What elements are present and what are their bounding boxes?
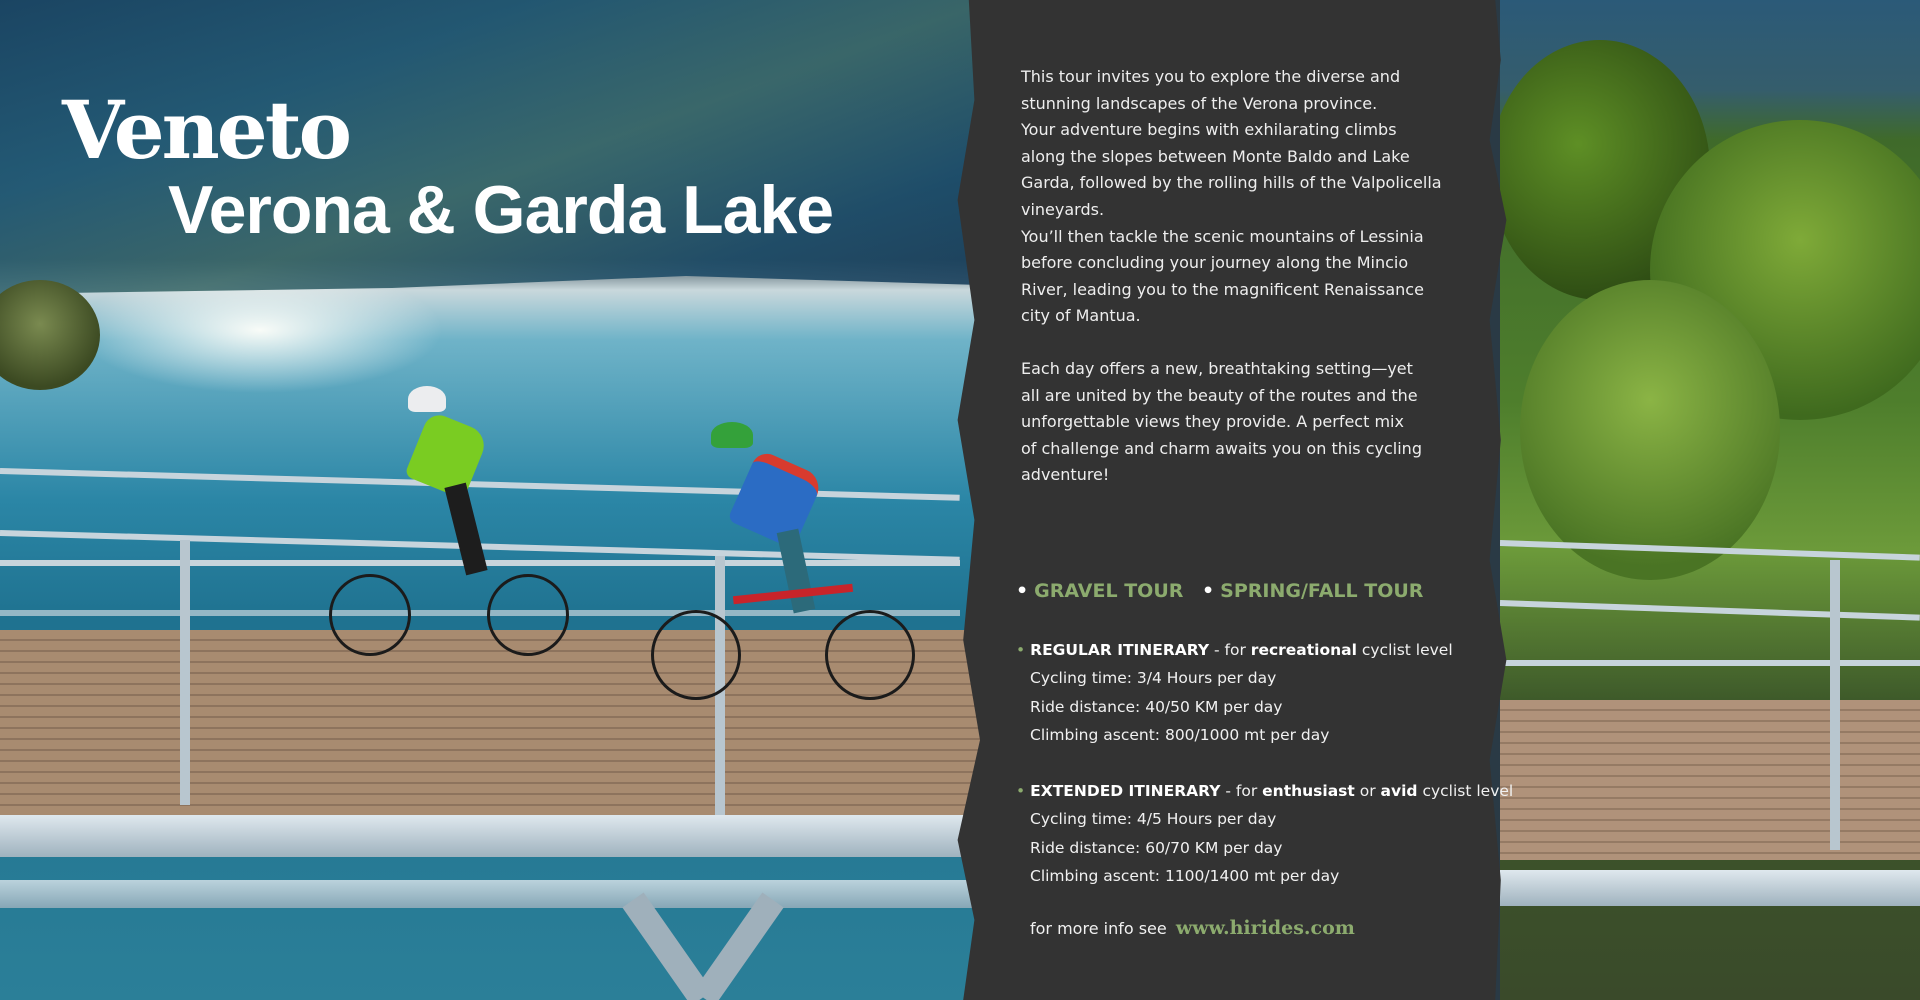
itinerary-regular <box>1016 636 1453 749</box>
itinerary-extended <box>1016 777 1513 890</box>
bridge-beam <box>0 880 980 908</box>
itinerary-name: EXTENDED ITINERARY <box>1030 782 1221 800</box>
bridge-rail <box>0 610 960 616</box>
climbing-ascent: Climbing ascent: 1100/1400 mt per day <box>1030 866 1340 885</box>
description-line: along the slopes between Monte Baldo and Lake <box>1021 146 1410 166</box>
description-line: city of Mantua. <box>1021 306 1141 326</box>
cycling-time: Cycling time: 4/5 Hours per day <box>1030 810 1277 829</box>
climbing-ascent: Climbing ascent: 800/1000 mt per day <box>1030 725 1330 744</box>
description-line: unforgettable views they provide. A perfect mix <box>1021 412 1404 432</box>
description-line: You’ll then tackle the scenic mountains of Lessinia <box>1021 226 1424 246</box>
level-term: avid <box>1380 782 1418 800</box>
level-prefix: - for <box>1209 641 1251 659</box>
tag-gravel: GRAVEL TOUR <box>1034 580 1184 602</box>
itinerary-header <box>1016 636 1453 664</box>
description-line: This tour invites you to explore the diverse and <box>1021 67 1401 86</box>
tag-season: SPRING/FALL TOUR <box>1220 580 1424 602</box>
tour-tags <box>1016 580 1423 602</box>
bullet: • <box>1016 782 1026 800</box>
lakeside-bush <box>0 280 100 390</box>
bullet: • <box>1016 580 1029 602</box>
trees-bridge-photo <box>1500 0 1920 1000</box>
bridge-beam <box>0 815 980 857</box>
itinerary-name: REGULAR ITINERARY <box>1030 641 1210 659</box>
description-line: Each day offers a new, breathtaking setting—yet <box>1021 358 1413 378</box>
ride-distance: Ride distance: 60/70 KM per day <box>1030 838 1283 857</box>
more-info-label: for more info see <box>1030 919 1167 938</box>
bridge-post <box>180 540 190 805</box>
description-line: of challenge and charm awaits you on this cycling <box>1021 438 1422 458</box>
description-line: River, leading you to the magnificent Renaissance <box>1021 279 1424 299</box>
title-destination: Verona & Garda Lake <box>168 172 834 248</box>
level-prefix: - for <box>1220 782 1263 800</box>
description-line: Garda, followed by the rolling hills of the Valpolicella <box>1021 173 1442 193</box>
ride-distance: Ride distance: 40/50 KM per day <box>1030 697 1283 716</box>
itinerary-header <box>1016 777 1513 805</box>
level-term: recreational <box>1250 641 1357 659</box>
level-term: enthusiast <box>1262 782 1355 800</box>
description-line: before concluding your journey along the Mincio <box>1021 253 1409 273</box>
cycling-time: Cycling time: 3/4 Hours per day <box>1030 669 1277 688</box>
website-link[interactable]: www.hirides.com <box>1175 917 1355 939</box>
more-info <box>1030 917 1355 939</box>
description-line: adventure! <box>1021 465 1110 485</box>
level-suffix: cyclist level <box>1356 641 1453 659</box>
description-line: stunning landscapes of the Verona province. <box>1021 93 1378 113</box>
tour-description <box>1021 64 1451 489</box>
level-mid: or <box>1354 782 1381 800</box>
description-line: all are united by the beauty of the routes and the <box>1021 385 1418 405</box>
bridge-strut <box>694 893 784 1000</box>
bullet: • <box>1016 641 1026 659</box>
description-line: vineyards. <box>1021 199 1105 219</box>
bullet: • <box>1202 580 1215 602</box>
title-region: Veneto <box>62 83 349 177</box>
level-suffix: cyclist level <box>1417 782 1514 800</box>
description-line: Your adventure begins with exhilarating climbs <box>1021 120 1397 140</box>
